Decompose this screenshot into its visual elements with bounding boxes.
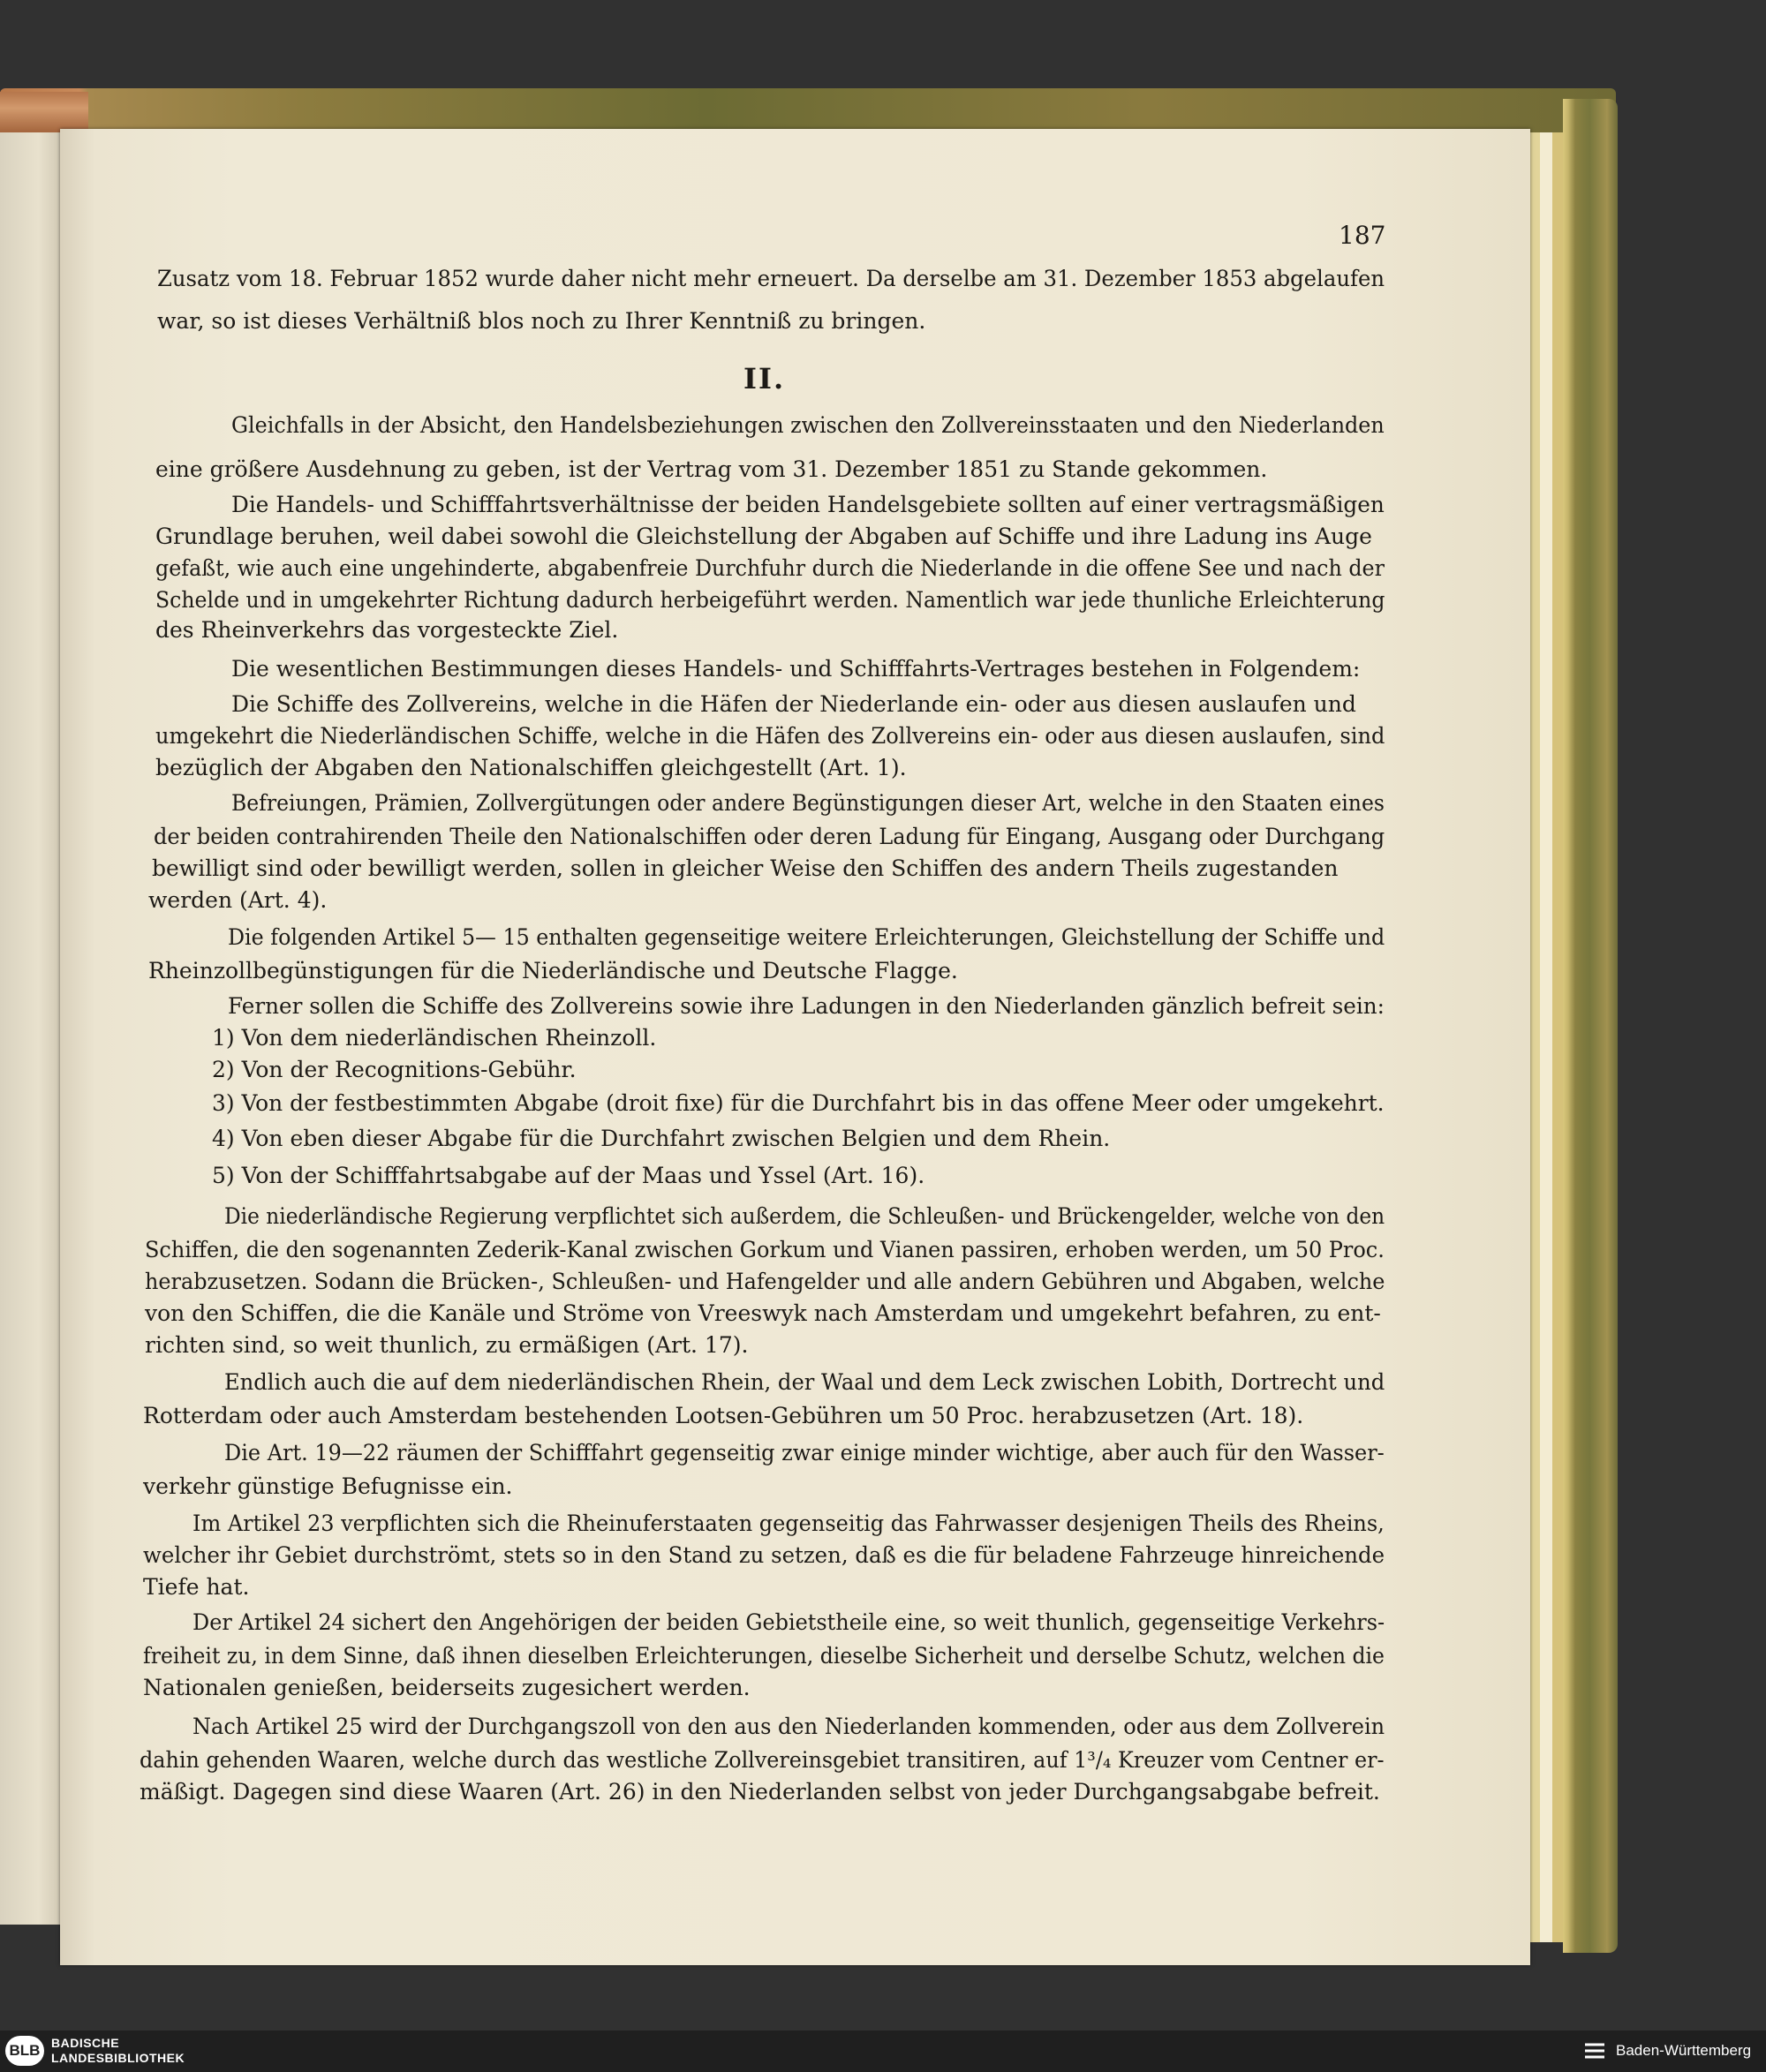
text-line: freiheit zu, in dem Sinne, daß ihnen dieselben Erleichterungen, dieselbe Sicherheit und derselbe Schutz, welchen die [143,1643,1385,1669]
text-line: verkehr günstige Befugnisse ein. [143,1473,513,1499]
text-line: des Rheinverkehrs das vorgesteckte Ziel. [155,617,619,643]
text-line: bezüglich der Abgaben den Nationalschiffen gleichgestellt (Art. 1). [155,755,907,780]
text-line: dahin gehenden Waaren, welche durch das westliche Zollvereinsgebiet transitiren, auf 1³/₄ Kreuzer vom Centner er- [140,1747,1385,1773]
list-item: 5) Von der Schifffahrtsabgabe auf der Maas und Yssel (Art. 16). [212,1163,925,1188]
text-line: eine größere Ausdehnung zu geben, ist der Vertrag vom 31. Dezember 1851 zu Stande gekommen. [155,456,1268,482]
text-line: werden (Art. 4). [148,887,328,913]
book-cover-top-edge [0,88,1616,134]
text-line: Rotterdam oder auch Amsterdam bestehenden Lootsen-Gebühren um 50 Proc. herabzusetzen (Art. 18). [143,1403,1304,1428]
text-line: Befreiungen, Prämien, Zollvergütungen oder andere Begünstigungen dieser Art, welche in den Staaten eines [231,790,1385,816]
text-line: Die Handels- und Schifffahrtsverhältnisse der beiden Handelsgebiete sollten auf einer vertragsmäßigen [231,492,1385,517]
text-line: Tiefe hat. [143,1574,250,1600]
text-line: bewilligt sind oder bewilligt werden, sollen in gleicher Weise den Schiffen des andern Theils zugestanden [152,855,1339,881]
text-line: Die folgenden Artikel 5— 15 enthalten gegenseitige weitere Erleichterungen, Gleichstellung der Schiffe und [228,924,1385,950]
text-line: Die wesentlichen Bestimmungen dieses Handels- und Schifffahrts-Vertrages bestehen in Folgendem: [231,656,1361,682]
list-item: 3) Von der festbestimmten Abgabe (droit fixe) für die Durchfahrt bis in das offene Meer oder umgekehrt. [212,1090,1385,1116]
text-line: mäßigt. Dagegen sind diese Waaren (Art. 26) in den Niederlanden selbst von jeder Durchgangsabgabe befreit. [140,1779,1380,1805]
text-line: Ferner sollen die Schiffe des Zollvereins sowie ihre Ladungen in den Niederlanden gänzlich befreit sein: [228,993,1385,1019]
text-line: Nationalen genießen, beiderseits zugesichert werden. [143,1675,751,1700]
book-cover-right-edge [1563,99,1618,1953]
section-heading: II. [743,362,786,396]
text-line: der beiden contrahirenden Theile den Nationalschiffen oder deren Ladung für Eingang, Ausgang oder Durchgang [154,824,1385,849]
text-line: Rheinzollbegünstigungen für die Niederländische und Deutsche Flagge. [148,958,958,983]
text-line: Nach Artikel 25 wird der Durchgangszoll von den aus den Niederlanden kommenden, oder aus dem Zollverein [192,1714,1385,1739]
previous-page-edge [0,132,64,1925]
text-line: umgekehrt die Niederländischen Schiffe, welche in die Häfen des Zollvereins ein- oder aus diesen auslaufen, sind [155,723,1385,749]
text-line: Zusatz vom 18. Februar 1852 wurde daher nicht mehr erneuert. Da derselbe am 31. Dezember 1853 abgelaufen [157,266,1385,291]
text-line: Im Artikel 23 verpflichten sich die Rheinuferstaaten gegenseitig das Fahrwasser desjenigen Theils des Rheins, [192,1511,1385,1536]
text-line: Die niederländische Regierung verpflichtet sich außerdem, die Schleußen- und Brückengelder, welche von den [224,1203,1385,1229]
text-line: von den Schiffen, die die Kanäle und Ströme von Vreeswyk nach Amsterdam und umgekehrt befahren, zu ent- [145,1300,1381,1326]
text-line: Gleichfalls in der Absicht, den Handelsbeziehungen zwischen den Zollvereinsstaaten und den Niederlanden [231,412,1385,438]
page-stack-edge [1552,132,1563,1942]
blb-logo[interactable]: BLB [5,2036,44,2066]
text-line: gefaßt, wie auch eine ungehinderte, abgabenfreie Durchfuhr durch die Niederlande in die offene See und nach der [155,555,1385,581]
list-item: 1) Von dem niederländischen Rheinzoll. [212,1025,657,1051]
book-spine-corner [0,92,88,132]
library-name-line2: LANDESBIBLIOTHEK [51,2051,185,2065]
library-name-line1: BADISCHE [51,2036,120,2050]
text-line: richten sind, so weit thunlich, zu ermäßigen (Art. 17). [145,1332,749,1358]
list-item: 4) Von eben dieser Abgabe für die Durchfahrt zwischen Belgien und dem Rhein. [212,1126,1111,1151]
page-number: 187 [1339,221,1386,250]
baden-wuerttemberg-crest-icon [1581,2037,1609,2065]
text-line: Endlich auch die auf dem niederländischen Rhein, der Waal und dem Leck zwischen Lobith, Dortrecht und [224,1369,1385,1395]
viewer-footer-bar [0,2031,1766,2072]
text-line: war, so ist dieses Verhältniß blos noch zu Ihrer Kenntniß zu bringen. [157,308,926,334]
text-line: Die Schiffe des Zollvereins, welche in die Häfen der Niederlande ein- oder aus diesen auslaufen und [231,691,1356,717]
list-item: 2) Von der Recognitions-Gebühr. [212,1057,577,1082]
text-line: Die Art. 19—22 räumen der Schifffahrt gegenseitig zwar einige minder wichtige, aber auch für den Wasser- [224,1440,1385,1465]
text-line: Schiffen, die den sogenannten Zederik-Kanal zwischen Gorkum und Vianen passiren, erhoben werden, um 50 Proc. [145,1237,1385,1262]
text-line: Der Artikel 24 sichert den Angehörigen der beiden Gebietstheile eine, so weit thunlich, gegenseitige Verkehrs- [192,1609,1385,1635]
state-logo-text[interactable]: Baden-Württemberg [1616,2042,1752,2059]
text-line: herabzusetzen. Sodann die Brücken-, Schleußen- und Hafengelder und alle andern Gebühren und Abgaben, welche [145,1269,1385,1294]
text-line: Schelde und in umgekehrter Richtung dadurch herbeigeführt werden. Namentlich war jede thunliche Erleichterung [155,587,1385,613]
page-stack-edge [1540,132,1552,1942]
text-line: Grundlage beruhen, weil dabei sowohl die Gleichstellung der Abgaben auf Schiffe und ihre Ladung ins Auge [155,524,1372,549]
text-line: welcher ihr Gebiet durchströmt, stets so in den Stand zu setzen, daß es die für beladene Fahrzeuge hinreichende [143,1542,1385,1568]
